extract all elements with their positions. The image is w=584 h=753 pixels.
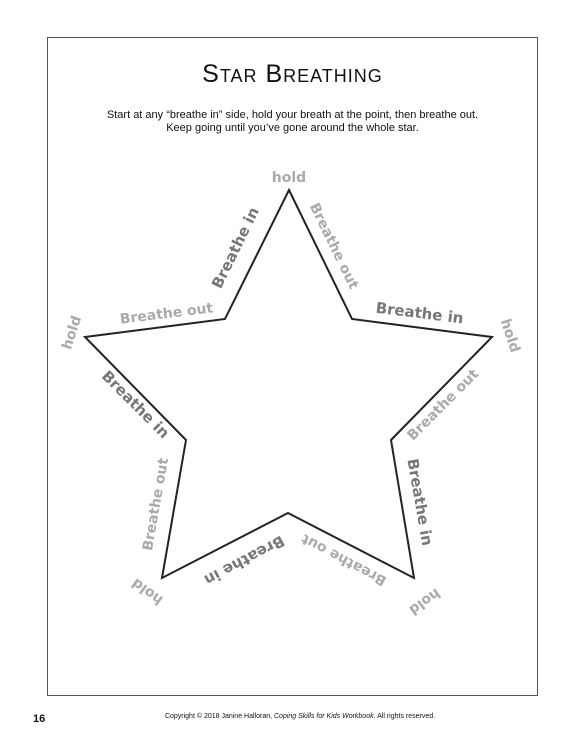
hold-label-bottom-right: hold xyxy=(405,584,443,618)
instructions-line-2: Keep going until you’ve gone around the whole star. xyxy=(166,122,419,134)
breathe-out-label-5: Breathe out xyxy=(118,300,215,328)
breathe-in-label-2: Breathe in xyxy=(374,298,465,328)
page-title: Star Breathing xyxy=(202,60,383,88)
copyright-suffix: . All rights reserved. xyxy=(373,713,436,720)
hold-label-right: hold xyxy=(496,316,523,355)
copyright-notice xyxy=(150,713,450,720)
breathe-in-label-4: Breathe in xyxy=(201,531,288,590)
breathe-in-label-3: Breathe in xyxy=(403,457,437,548)
page-number: 16 xyxy=(33,713,46,725)
breathe-out-label-4: Breathe out xyxy=(140,456,173,552)
book-title: Coping Skills for Kids Workbook xyxy=(274,713,374,720)
breathe-out-label-3: Breathe out xyxy=(298,530,390,589)
copyright-prefix: Copyright © 2018 Janine Halloran, xyxy=(164,713,274,720)
breathe-in-label-5: Breathe in xyxy=(97,366,174,443)
hold-label-bottom-left: hold xyxy=(129,574,167,608)
breathe-in-label-1: Breathe in xyxy=(208,204,263,292)
instructions-line-1: Start at any “breathe in” side, hold your breath at the point, then breathe out. xyxy=(106,109,479,121)
hold-label-top: hold xyxy=(271,170,307,186)
breathe-out-label-1: Breathe out xyxy=(305,200,362,292)
hold-label-left: hold xyxy=(59,313,86,352)
breathe-out-label-2: Breathe out xyxy=(404,366,483,445)
